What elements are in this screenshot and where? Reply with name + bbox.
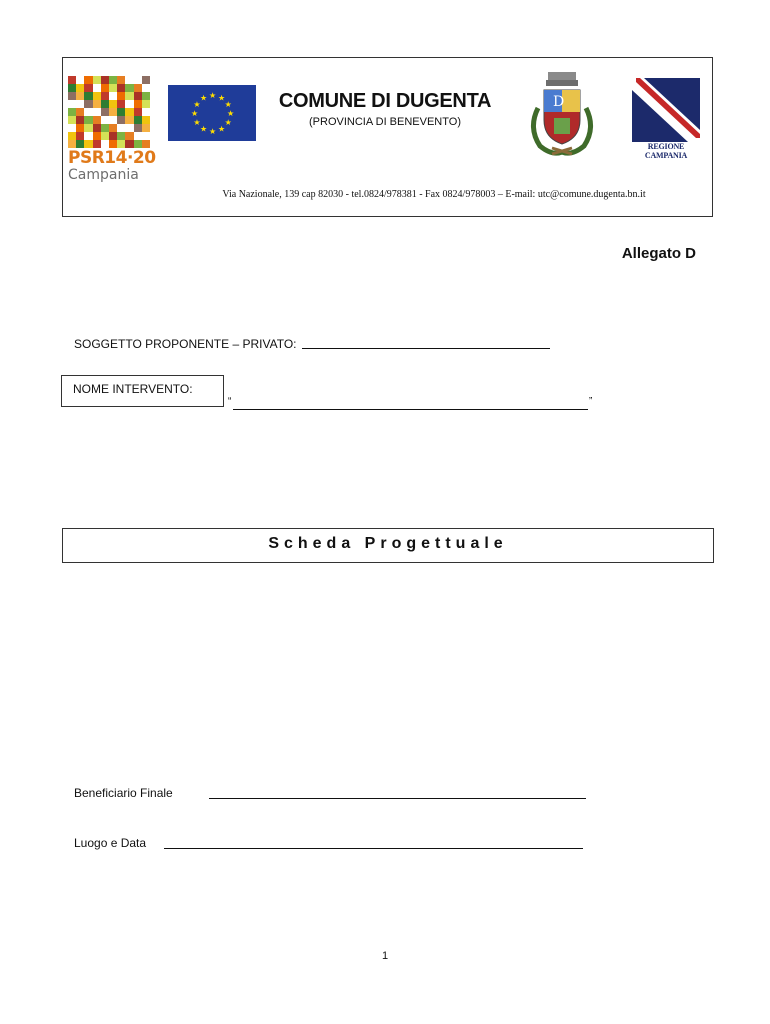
psr-mosaic-tile: [93, 116, 101, 124]
psr-mosaic-tile: [76, 92, 84, 100]
psr-mosaic-tile: [76, 116, 84, 124]
psr-mosaic-tile: [76, 84, 84, 92]
psr-mosaic-tile: [84, 140, 92, 148]
psr-mosaic-tile: [76, 132, 84, 140]
scheda-title: Scheda Progettuale: [268, 535, 508, 552]
psr-mosaic-tile: [109, 132, 117, 140]
coat-of-arms-icon: [524, 68, 600, 160]
psr-mosaic-tile: [84, 116, 92, 124]
psr-mosaic-tile: [84, 76, 92, 84]
psr-mosaic-tile: [76, 76, 84, 84]
psr-mosaic-tile: [125, 132, 133, 140]
psr-mosaic-tile: [117, 132, 125, 140]
psr-mosaic-tile: [117, 140, 125, 148]
psr-mosaic-tile: [68, 124, 76, 132]
psr-mosaic-tile: [68, 84, 76, 92]
psr-mosaic-tile: [109, 140, 117, 148]
eu-star-icon: ★: [224, 100, 232, 109]
psr-mosaic: [68, 76, 150, 148]
psr-mosaic-tile: [76, 124, 84, 132]
psr-mosaic-tile: [84, 92, 92, 100]
psr-mosaic-tile: [93, 108, 101, 116]
psr-mosaic-tile: [117, 100, 125, 108]
psr-mosaic-tile: [101, 124, 109, 132]
eu-star-icon: ★: [209, 127, 217, 136]
regione-campania-text: REGIONE CAMPANIA: [644, 142, 688, 160]
psr-mosaic-tile: [134, 132, 142, 140]
psr-mosaic-tile: [134, 76, 142, 84]
psr-mosaic-tile: [125, 84, 133, 92]
beneficiario-finale-label: Beneficiario Finale: [74, 786, 173, 800]
eu-star-icon: ★: [200, 93, 208, 103]
psr-mosaic-tile: [117, 124, 125, 132]
psr-mosaic-tile: [93, 84, 101, 92]
comune-title: COMUNE DI DUGENTA: [278, 90, 492, 112]
eu-star-icon: ★: [193, 118, 201, 127]
psr-mosaic-tile: [68, 116, 76, 124]
psr-mosaic-tile: [68, 100, 76, 108]
psr-mosaic-tile: [76, 100, 84, 108]
soggetto-proponente-field[interactable]: [302, 348, 550, 349]
psr-mosaic-tile: [84, 100, 92, 108]
psr-mosaic-tile: [142, 116, 150, 124]
regione-campania-logo: [626, 78, 706, 160]
luogo-data-field[interactable]: [164, 848, 583, 849]
psr-mosaic-tile: [93, 140, 101, 148]
psr-mosaic-tile: [117, 76, 125, 84]
psr-mosaic-tile: [109, 100, 117, 108]
psr-mosaic-tile: [84, 124, 92, 132]
psr-mosaic-tile: [142, 76, 150, 84]
psr-logo-subtext: Campania: [68, 167, 139, 183]
contact-address: Via Nazionale, 139 cap 82030 - tel.0824/978381 - Fax 0824/978003 – E-mail: utc@comune.dugenta.bn.it: [222, 189, 646, 200]
psr-mosaic-tile: [125, 76, 133, 84]
psr-mosaic-tile: [134, 140, 142, 148]
psr-mosaic-tile: [101, 132, 109, 140]
psr-mosaic-tile: [134, 108, 142, 116]
psr-mosaic-tile: [93, 92, 101, 100]
soggetto-proponente-label: SOGGETTO PROPONENTE – PRIVATO:: [74, 337, 297, 351]
psr-mosaic-tile: [134, 124, 142, 132]
coat-letter: D: [553, 94, 565, 110]
psr-mosaic-tile: [134, 100, 142, 108]
eu-star-icon: ★: [218, 124, 226, 134]
psr-mosaic-tile: [93, 100, 101, 108]
psr-mosaic-tile: [134, 116, 142, 124]
psr-mosaic-tile: [125, 140, 133, 148]
psr-mosaic-tile: [125, 100, 133, 108]
psr-mosaic-tile: [117, 84, 125, 92]
eu-star-icon: ★: [227, 109, 235, 118]
nome-intervento-label: NOME INTERVENTO:: [73, 382, 193, 396]
page-number: 1: [381, 950, 389, 962]
luogo-data-label: Luogo e Data: [74, 836, 147, 850]
psr-mosaic-tile: [84, 108, 92, 116]
psr-mosaic-tile: [117, 116, 125, 124]
psr-mosaic-tile: [125, 116, 133, 124]
psr-mosaic-tile: [101, 76, 109, 84]
psr-mosaic-tile: [101, 100, 109, 108]
psr-mosaic-tile: [101, 92, 109, 100]
psr-mosaic-tile: [142, 84, 150, 92]
comune-province: (PROVINCIA DI BENEVENTO): [309, 116, 461, 128]
psr-mosaic-tile: [109, 92, 117, 100]
eu-star-icon: ★: [200, 124, 208, 134]
eu-star-icon: ★: [193, 100, 201, 109]
psr-mosaic-tile: [101, 116, 109, 124]
psr-mosaic-tile: [109, 84, 117, 92]
psr-mosaic-tile: [142, 124, 150, 132]
allegato-label: Allegato D: [621, 245, 696, 262]
psr-mosaic-tile: [109, 108, 117, 116]
psr-mosaic-tile: [101, 108, 109, 116]
psr-mosaic-tile: [109, 124, 117, 132]
quote-close: ”: [589, 396, 593, 407]
psr-mosaic-tile: [142, 140, 150, 148]
psr-mosaic-tile: [68, 132, 76, 140]
eu-star-icon: ★: [224, 118, 232, 127]
quote-open: “: [228, 396, 232, 407]
psr-mosaic-tile: [101, 84, 109, 92]
psr-mosaic-tile: [68, 76, 76, 84]
psr-mosaic-tile: [109, 116, 117, 124]
psr-mosaic-tile: [117, 108, 125, 116]
psr-mosaic-tile: [142, 108, 150, 116]
psr-mosaic-tile: [84, 132, 92, 140]
psr-mosaic-tile: [76, 108, 84, 116]
psr-mosaic-tile: [68, 140, 76, 148]
psr-mosaic-tile: [68, 92, 76, 100]
beneficiario-finale-field[interactable]: [209, 798, 586, 799]
psr-mosaic-tile: [101, 140, 109, 148]
psr-mosaic-tile: [93, 124, 101, 132]
psr-mosaic-tile: [142, 100, 150, 108]
psr-mosaic-tile: [125, 108, 133, 116]
psr-mosaic-tile: [134, 92, 142, 100]
psr-mosaic-tile: [117, 92, 125, 100]
nome-intervento-field[interactable]: [233, 409, 588, 410]
eu-star-icon: ★: [218, 93, 226, 103]
psr-logo-text: PSR14·20: [68, 148, 156, 168]
psr-mosaic-tile: [134, 84, 142, 92]
psr-mosaic-tile: [93, 76, 101, 84]
psr-mosaic-tile: [84, 84, 92, 92]
psr-mosaic-tile: [93, 132, 101, 140]
psr-mosaic-tile: [109, 76, 117, 84]
eu-star-icon: ★: [191, 109, 199, 118]
eu-star-icon: ★: [209, 91, 217, 100]
psr-mosaic-tile: [142, 132, 150, 140]
psr-logo: [68, 76, 156, 183]
eu-flag-icon: [168, 85, 256, 141]
psr-mosaic-tile: [76, 140, 84, 148]
psr-mosaic-tile: [142, 92, 150, 100]
psr-mosaic-tile: [125, 92, 133, 100]
psr-mosaic-tile: [68, 108, 76, 116]
psr-mosaic-tile: [125, 124, 133, 132]
